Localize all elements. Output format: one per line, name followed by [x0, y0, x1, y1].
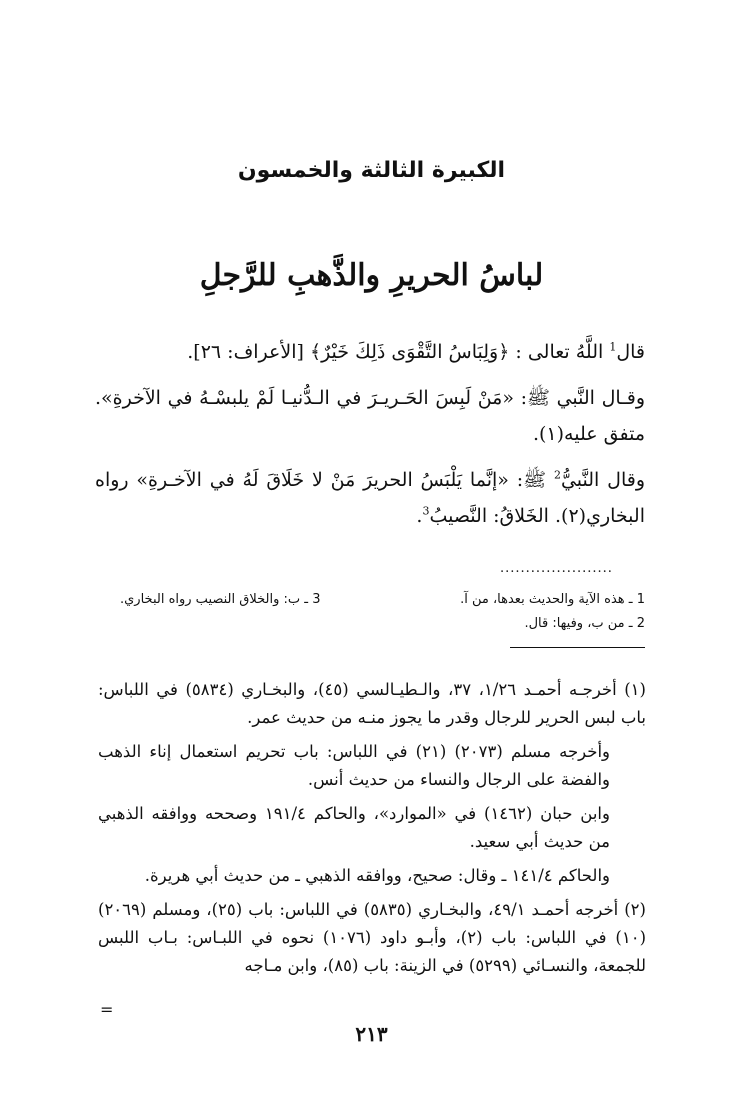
marginal-ref-2: 2 — [553, 468, 561, 482]
marginal-notes-row — [120, 612, 645, 636]
marginal-note-3: 3 ـ ب: والخلاق النصيب رواه البخاري. — [120, 592, 321, 607]
paragraph-hadith-2 — [95, 462, 645, 534]
hadith-2-text: ﷺ: «إنَّما يَلْبَسُ الحريرَ مَنْ لا خَلَاقَ لَهُ في الآخـرةِ» رواه البخاري(٢). الخَلاقُ: النَّصيبُ — [95, 469, 645, 527]
paragraph-verse — [95, 334, 645, 370]
footnote-2: (٢) أخرجه أحمـد ٤٩/١، والبخـاري (٥٨٣٥) في اللباس: باب (٢٥)، ومسلم (٢٠٦٩) (١٠) في اللباس: باب (٢)، وأبـو داود (١٠٧٦) نحوه في اللبـاس: بـاب اللبس للجمعة، والنسـائي (٥٢٩٩) في الزينة: باب (٨٥)، وابن مـاجه — [98, 900, 647, 975]
marginal-notes — [120, 588, 645, 636]
footnote-1-ibn-hibban: وابن حبان (١٤٦٢) في «الموارد»، والحاكم ١٩١/٤ وصححه ووافقه الذهبي من حديث أبي سعيد. — [98, 804, 610, 851]
footnote-1: (١) أخرجـه أحمـد ١/٢٦، ٣٧، والـطيـالسي (٤٥)، والبخـاري (٥٨٣٤) في اللباس: باب لبس الحرير للرجال وقدر ما يجوز منـه من حديث عمر. — [98, 680, 646, 727]
marginal-ref-1: 1 — [609, 340, 617, 354]
footnote-divider — [510, 647, 645, 648]
footnote-1-muslim: وأخرجه مسلم (٢٠٧٣) (٢١) في اللباس: باب تحريم استعمال إناء الذهب والفضة على الرجال والنساء من حديث أنس. — [98, 742, 611, 789]
paragraph-hadith-1: وقـال النَّبي ﷺ: «مَنْ لَبِسَ الحَـريـرَ في الـدُّنيـا لَمْ يلبسْـهُ في الآخرةِ». متفق عليه(١). — [95, 387, 645, 445]
main-text — [95, 334, 645, 544]
marginal-note-1: 1 ـ هذه الآية والحديث بعدها، من آ. — [460, 592, 645, 607]
page-number: ٢١٣ — [355, 1022, 388, 1046]
marginal-ref-3: 3 — [422, 504, 430, 518]
continuation-mark: = — [100, 1000, 114, 1019]
hadith-2-intro: وقال النَّبيُّ — [560, 469, 645, 491]
footnotes — [98, 676, 646, 986]
chapter-title: الكبيرة الثالثة والخمسون — [237, 158, 506, 183]
section-title: لباسُ الحريرِ والذَّهبِ للرَّجلِ — [199, 258, 544, 293]
verse-intro: قال — [616, 341, 645, 363]
dotted-separator: ...................... — [500, 561, 613, 576]
footnote-1-hakim: والحاكم ١٤١/٤ ـ وقال: صحيح، ووافقه الذهبي ـ من حديث أبي هريرة. — [144, 866, 610, 885]
hadith-2-end: . — [416, 505, 423, 527]
marginal-note-2: 2 ـ من ب، وفيها: قال. — [524, 616, 645, 631]
verse-text: اللَّهُ تعالى : ﴿وَلِبَاسُ التَّقْوَى ذَلِكَ خَيْرٌ﴾ [الأعراف: ٢٦]. — [187, 341, 610, 363]
marginal-notes-row — [120, 588, 645, 612]
